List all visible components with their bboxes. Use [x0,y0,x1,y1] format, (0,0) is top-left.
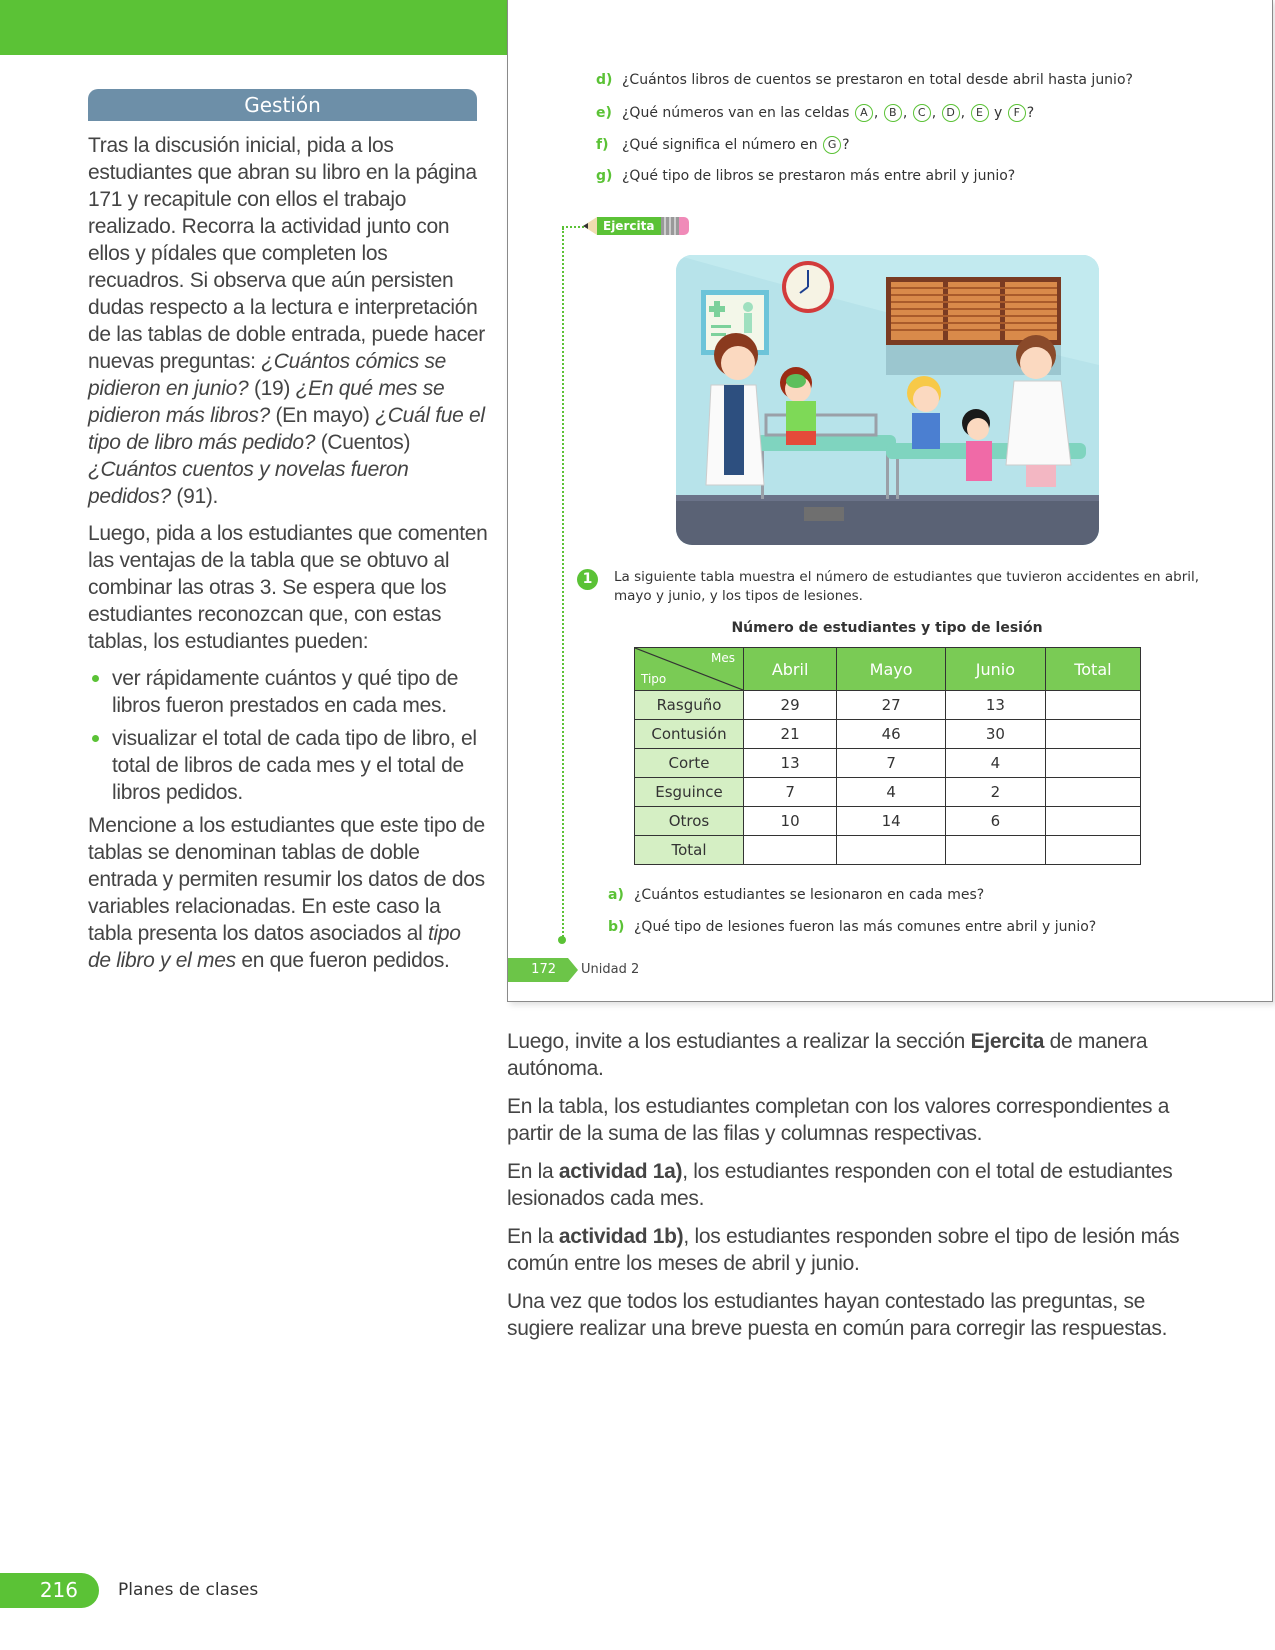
cell-marker-e: E [971,104,989,122]
table-cell: 2 [946,778,1046,807]
table-cell: 27 [837,691,946,720]
table-title: Número de estudiantes y tipo de lesión [731,620,1043,636]
bullet-item: ver rápidamente cuántos y qué tipo de libros fueron prestados en cada mes. [112,665,488,719]
table-cell: 10 [744,807,837,836]
table-cell: 6 [946,807,1046,836]
injuries-table [634,647,1141,865]
table-cell: 7 [744,778,837,807]
item-intro-text: La siguiente tabla muestra el número de estudiantes que tuvieron accidentes en abril, mayo y junio, y los tipos de lesiones. [614,569,1200,604]
paragraph-activity-1b: En la actividad 1b), los estudiantes responden sobre el tipo de lesión más común entre los meses de abril y junio. [507,1225,1180,1275]
table-cell: 13 [946,691,1046,720]
student-book-page-inset [507,0,1273,1002]
paragraph-intro: Tras la discusión inicial, pida a los estudiantes que abran su libro en la página 171 y recapitule con ellos el trabajo realizado. Recorra la actividad junto con ellos y pídales que completen los recuadros. Si observa que aún persisten dudas respecto a la lectura e interpretación de las tablas de doble entrada, puede hacer nuevas preguntas: ¿Cuántos cómics se pidieron en junio? (19) ¿En qué mes se pidieron más libros? (En mayo) ¿Cuál fue el tipo de libro más pedido? (Cuentos) ¿Cuántos cuentos y novelas fueron pedidos? (91). [88,134,485,508]
table-cell-empty[interactable] [1045,807,1140,836]
table-cell: 13 [744,749,837,778]
table-row [635,749,1141,778]
table-cell-empty[interactable] [744,836,837,865]
paragraph-table: En la tabla, los estudiantes completan con los valores correspondientes a partir de la suma de las filas y columnas respectivas. [507,1095,1170,1145]
question-f: f) ¿Qué significa el número en G ? [596,137,850,153]
pencil-band [661,217,679,235]
question-e: e) ¿Qué números van en las celdas A , B , C , D , E y F ? [596,105,1035,121]
section-header-gestion: Gestión [88,89,477,121]
top-green-bar [0,0,507,55]
question-a: a) ¿Cuántos estudiantes se lesionaron en cada mes? [608,887,985,903]
row-header: Rasguño [635,691,744,720]
table-header-row [635,648,1141,691]
row-header: Esguince [635,778,744,807]
row-header: Otros [635,807,744,836]
bottom-instructions [507,1028,1187,1353]
table-cell: 7 [837,749,946,778]
cell-marker-f: F [1008,104,1026,122]
cell-marker-g: G [823,136,841,154]
table-row-total [635,836,1141,865]
paragraph-ejercita: Luego, invite a los estudiantes a realizar la sección Ejercita de manera autónoma. [507,1030,1148,1080]
paragraph-activity-1a: En la actividad 1a), los estudiantes responden con el total de estudiantes lesionados cada mes. [507,1160,1173,1210]
column-header: Total [1045,648,1140,691]
dotted-guide-end [558,936,566,944]
table-cell-empty[interactable] [946,836,1046,865]
left-column [88,132,488,984]
ejercita-pencil-badge [583,217,693,235]
footer-label: Planes de clases [118,1580,259,1600]
inset-unit-label: Unidad 2 [581,962,640,977]
table-cell: 21 [744,720,837,749]
page-number-badge: 216 [0,1573,99,1608]
clinic-illustration [676,255,1099,545]
cell-marker-d: D [942,104,960,122]
table-cell: 14 [837,807,946,836]
table-cell-empty[interactable] [837,836,946,865]
row-header: Contusión [635,720,744,749]
clinic-scene-icon [676,255,1099,545]
row-header: Corte [635,749,744,778]
pencil-lead-icon [583,223,588,229]
dotted-guide-line [562,228,564,940]
cell-marker-c: C [913,104,931,122]
table-cell: 29 [744,691,837,720]
inset-page-number: 172 [508,958,568,982]
table-cell-empty[interactable] [1045,691,1140,720]
question-g: g) ¿Qué tipo de libros se prestaron más entre abril y junio? [596,168,1016,184]
table-cell-empty[interactable] [1045,720,1140,749]
cell-marker-a: A [855,104,873,122]
table-cell: 4 [946,749,1046,778]
paragraph-advantages: Luego, pida a los estudiantes que comenten las ventajas de la tabla que se obtuvo al combinar las otras 3. Se espera que los estudiantes reconozcan que, con estas tablas, los estudiantes pueden: [88,522,488,653]
table-corner-cell: Mes Tipo [635,648,744,691]
row-header: Total [635,836,744,865]
dotted-connector [562,226,584,228]
question-d: d) ¿Cuántos libros de cuentos se prestaron en total desde abril hasta junio? [596,72,1133,88]
bullet-item: visualizar el total de cada tipo de libro, el total de libros de cada mes y el total de libros pedidos. [112,725,488,806]
table-cell-empty[interactable] [1045,836,1140,865]
cell-marker-b: B [884,104,902,122]
pencil-eraser [679,217,689,235]
column-header: Mayo [837,648,946,691]
table-row [635,778,1141,807]
table-cell-empty[interactable] [1045,778,1140,807]
bullet-list [88,665,488,806]
item-number-badge: 1 [577,569,598,590]
table-cell-empty[interactable] [1045,749,1140,778]
table-cell: 4 [837,778,946,807]
column-header: Junio [946,648,1046,691]
ejercita-label: Ejercita [597,217,661,235]
table-row [635,720,1141,749]
question-b: b) ¿Qué tipo de lesiones fueron las más comunes entre abril y junio? [608,919,1097,935]
table-row [635,807,1141,836]
column-header: Abril [744,648,837,691]
table-row [635,691,1141,720]
table-cell: 46 [837,720,946,749]
paragraph-double-entry: Mencione a los estudiantes que este tipo de tablas se denominan tablas de doble entrada y permiten resumir los datos de dos variables relacionadas. En este caso la tabla presenta los datos asociados al tipo de libro y el mes en que fueron pedidos. [88,814,485,972]
table-cell: 30 [946,720,1046,749]
paragraph-closing: Una vez que todos los estudiantes hayan contestado las preguntas, se sugiere realizar una breve puesta en común para corregir las respuestas. [507,1290,1168,1340]
